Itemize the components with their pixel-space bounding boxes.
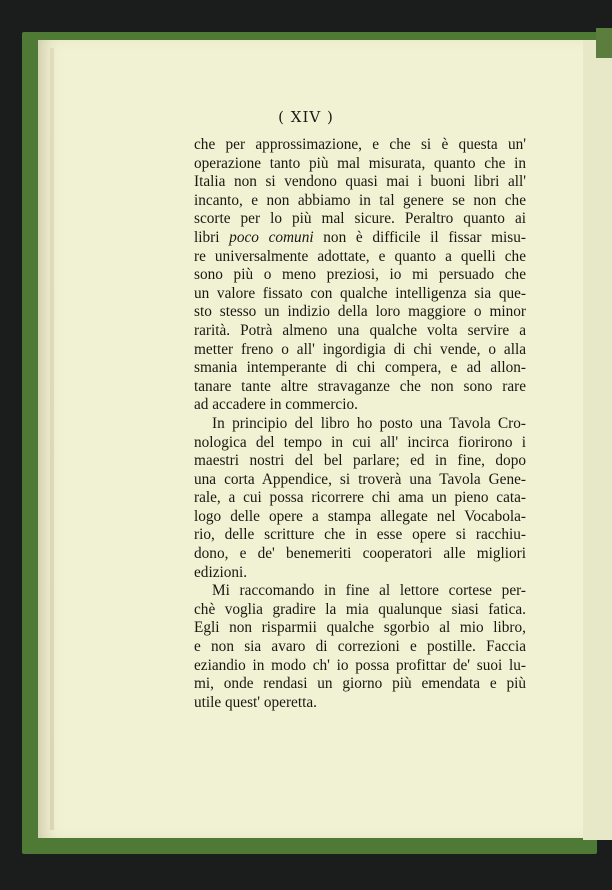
text-line: edizioni. — [194, 563, 248, 581]
text-line: utile quest' operetta. — [194, 693, 317, 711]
text-line: mi, onde rendasi un giorno più emendata e più — [194, 675, 526, 693]
text-line: tanare tante altre stravaganze che non sono rare — [194, 377, 526, 395]
text-line: rarità. Potrà almeno una qualche volta servire a — [194, 321, 526, 339]
text-line: ad accadere in commercio. — [194, 396, 358, 414]
text-line: dono, e de' benemeriti cooperatori alle migliori — [194, 545, 526, 563]
text-line: Egli non risparmii qualche sgorbio al mio libro, — [194, 619, 526, 637]
text-line: smania intemperante di chi compera, e ad allon- — [194, 359, 526, 377]
italic-phrase: poco comuni — [229, 228, 314, 246]
text-line: operazione tanto più mal misurata, quanto che in — [194, 154, 526, 172]
cover-corner — [596, 28, 612, 58]
page-number: ( XIV ) — [278, 108, 334, 126]
facing-page-edge — [583, 40, 612, 840]
text-line: Mi raccomando in fine al lettore cortese per- — [212, 582, 526, 600]
text-line: che per approssimazione, e che si è questa un' — [194, 136, 526, 153]
text-line: Italia non si vendono quasi mai i buoni libri all' — [194, 173, 526, 191]
text-line: scorte per lo più mal sicure. Peraltro quanto ai — [194, 210, 526, 228]
text-line: In principio del libro ho posto una Tavola Cro- — [212, 414, 526, 432]
text-line: rale, a cui possa ricorrere chi ama un pieno cata- — [194, 489, 526, 507]
text-line-with-italic — [194, 229, 526, 248]
text-line: rio, delle scritture che in esse opere si racchiu- — [194, 526, 526, 544]
page-gutter — [50, 48, 54, 830]
text-line: metter freno o all' ingordigia di chi vende, o alla — [194, 340, 526, 358]
text-line: eziandio in modo ch' io possa profittar de' suoi lu- — [194, 656, 526, 674]
text-segment: non è difficile il fissar misu- — [323, 228, 526, 246]
text-line: re universalmente adottate, e quanto a quelli che — [194, 247, 526, 265]
text-line: chè voglia gradire la mia qualunque siasi fatica. — [194, 600, 526, 618]
body-text — [194, 136, 526, 712]
text-line: sto stesso un indizio della loro maggiore o minor — [194, 303, 526, 321]
text-line: una corta Appendice, si troverà una Tavola Gene- — [194, 470, 526, 488]
text-line: maestri nostri del bel parlare; ed in fine, dopo — [194, 452, 526, 470]
text-line: nologica del tempo in cui all' incirca fiorirono i — [194, 433, 526, 451]
text-line: un valore fissato con qualche intelligenza sia que- — [194, 284, 526, 302]
text-segment: libri — [194, 228, 220, 246]
text-line: logo delle opere a stampa allegate nel Vocabola- — [194, 507, 526, 525]
text-line: incanto, e non abbiamo in tal genere se non che — [194, 191, 526, 209]
text-line: sono più o meno preziosi, io mi persuado che — [194, 266, 526, 284]
text-line: e non sia avaro di correzioni e postille. Faccia — [194, 638, 526, 656]
